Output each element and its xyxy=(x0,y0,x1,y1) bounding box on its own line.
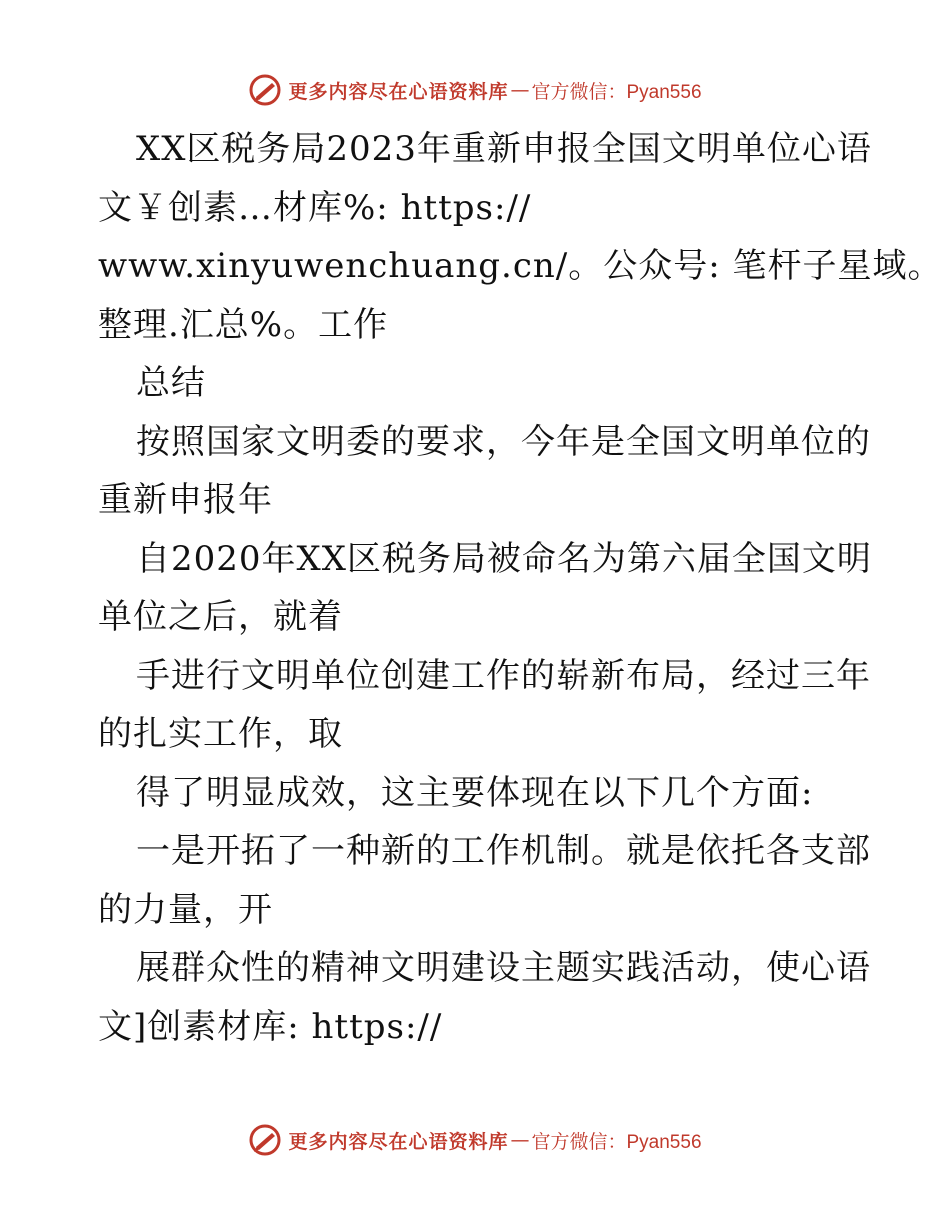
document-body xyxy=(98,120,943,1056)
text-line: 一是开拓了一种新的工作机制。就是依托各支部 xyxy=(136,831,871,871)
banner-contact: 官方微信：Pyan556 xyxy=(531,81,702,103)
text-line: 自2020年XX区税务局被命名为第六届全国文明 xyxy=(136,538,872,579)
banner-text: 更多内容尽在心语资料库 xyxy=(288,80,509,103)
text-line: www.xinyuwenchuang.cn/。公众号: 笔杆子星域。 xyxy=(98,246,943,286)
pen-logo-icon xyxy=(248,73,282,107)
pen-logo-icon xyxy=(248,1123,282,1157)
text-line: 文]创素材库: https:// xyxy=(98,1006,443,1047)
text-line: 单位之后，就着 xyxy=(98,597,343,637)
banner-separator: — xyxy=(510,79,530,101)
banner-text: 更多内容尽在心语资料库 xyxy=(288,1130,509,1153)
text-line: 总结 xyxy=(136,363,206,403)
header-banner xyxy=(0,70,950,110)
text-line: 的扎实工作，取 xyxy=(98,714,343,754)
footer-banner xyxy=(0,1120,950,1160)
text-line: 文￥创素…材库%: https:// xyxy=(98,187,532,228)
banner-contact: 官方微信：Pyan556 xyxy=(531,1131,702,1153)
text-line: 整理.汇总%。工作 xyxy=(98,304,389,345)
text-line: 手进行文明单位创建工作的崭新布局，经过三年 xyxy=(136,655,871,696)
text-line: 按照国家文明委的要求，今年是全国文明单位的 xyxy=(136,421,871,462)
text-line: 重新申报年 xyxy=(98,480,273,520)
text-line: 得了明显成效，这主要体现在以下几个方面: xyxy=(136,772,814,813)
banner-separator: — xyxy=(510,1129,530,1151)
text-line: 的力量，开 xyxy=(98,889,273,930)
text-line: XX区税务局2023年重新申报全国文明单位心语 xyxy=(136,129,872,169)
text-line: 展群众性的精神文明建设主题实践活动，使心语 xyxy=(136,948,871,988)
